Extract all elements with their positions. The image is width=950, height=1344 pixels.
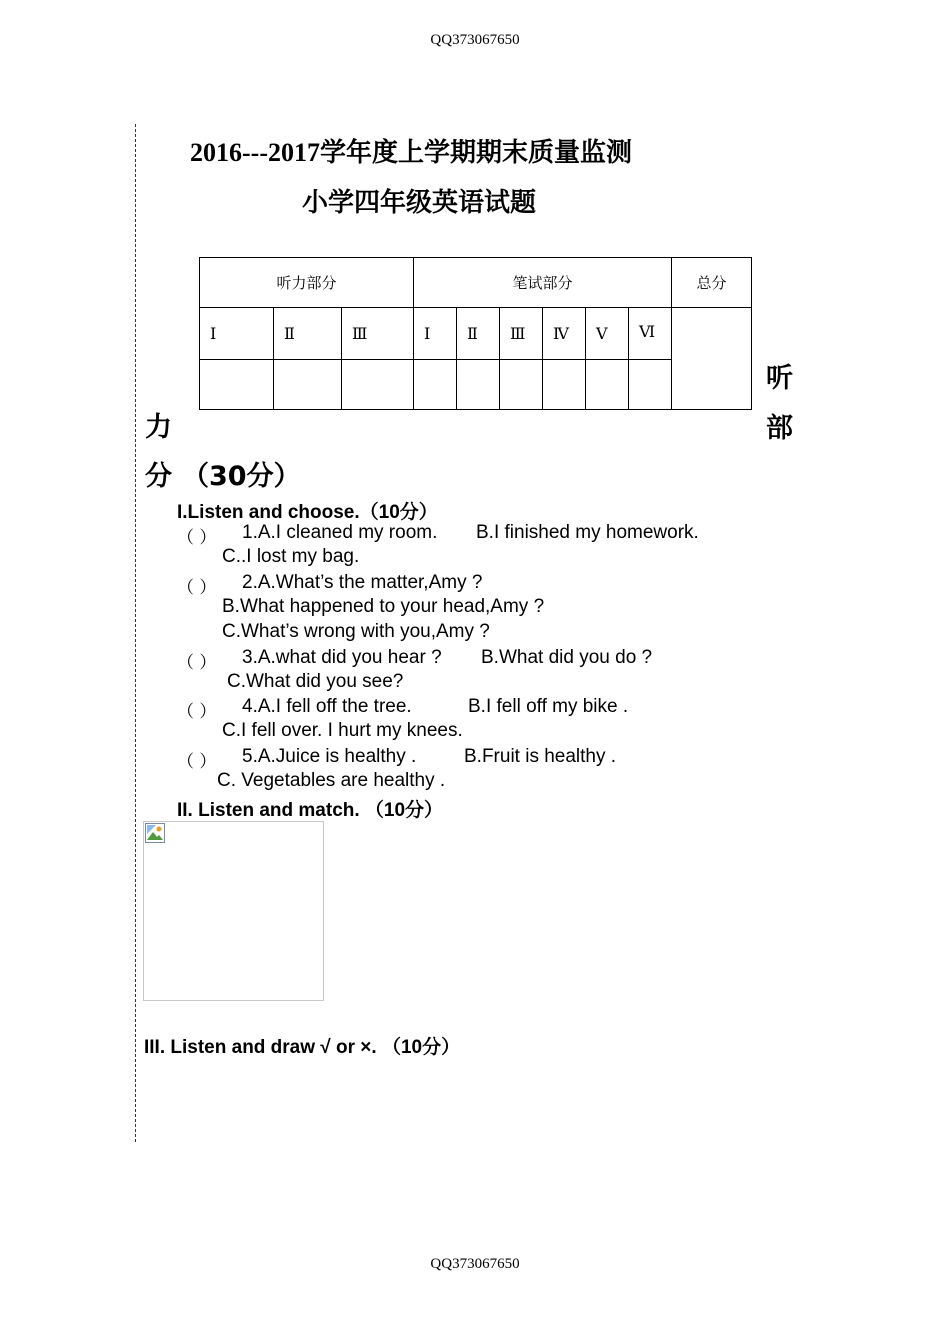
score-cell [629,360,672,410]
exam-subtitle: 小学四年级英语试题 [302,188,537,217]
q4-option-c: C.I fell over. I hurt my knees. [222,720,463,741]
score-cell [457,360,500,410]
page-footer: QQ373067650 [430,1256,520,1272]
q2-option-b: B.What happened to your head,Amy ? [222,596,545,617]
q3-option-a: 3.A.what did you hear ? [242,647,442,668]
q1-option-c: C..I lost my bag. [222,546,360,567]
exam-title: 2016---2017学年度上学期期末质量监测 [190,138,632,167]
score-table [199,257,752,410]
writing-col-1: Ⅰ [414,308,457,360]
answer-blank: （ ） [177,653,217,673]
q4-option-a: 4.A.I fell off the tree. [242,696,412,717]
listening-col-1: Ⅰ [200,308,274,360]
q1-option-a: 1.A.I cleaned my room. [242,522,438,543]
total-score-cell [672,308,752,410]
heading-char-fen: 分 [145,461,172,492]
listening-col-2: Ⅱ [274,308,342,360]
writing-col-6: Ⅵ [629,308,672,360]
section-1-title: I.Listen and choose.（10分） [177,502,438,523]
writing-col-5: Ⅴ [586,308,629,360]
header-total: 总分 [672,258,752,308]
header-listening: 听力部分 [200,258,414,308]
writing-col-4: Ⅳ [543,308,586,360]
heading-char-bu: 部 [766,413,793,444]
score-cell [342,360,414,410]
q2-option-a: 2.A.What’s the matter,Amy ? [242,572,483,593]
score-cell [500,360,543,410]
section-2-title: II. Listen and match. （10分） [177,800,444,821]
q2-option-c: C.What’s wrong with you,Amy ? [222,621,490,642]
answer-blank: （ ） [177,702,217,722]
header-writing: 笔试部分 [414,258,672,308]
q5-option-b: B.Fruit is healthy . [464,746,617,767]
q3-option-c: C.What did you see? [227,671,404,692]
answer-blank: （ ） [177,578,217,598]
page-header: QQ373067650 [430,32,520,48]
heading-char-ting: 听 [766,363,793,394]
score-cell [200,360,274,410]
answer-blank: （ ） [177,752,217,772]
score-cell [414,360,457,410]
broken-image-icon [145,823,165,843]
section-3-title: III. Listen and draw √ or ×. （10分） [144,1037,461,1058]
score-cell [274,360,342,410]
writing-col-2: Ⅱ [457,308,500,360]
heading-points: （30分） [182,461,301,492]
q3-option-b: B.What did you do ? [481,647,653,668]
q5-option-a: 5.A.Juice is healthy . [242,746,417,767]
heading-char-li: 力 [145,412,172,443]
q4-option-b: B.I fell off my bike . [468,696,629,717]
match-image-placeholder [143,821,324,1001]
answer-blank: （ ） [177,528,217,548]
binding-cut-line [135,124,136,1142]
q5-option-c: C. Vegetables are healthy . [217,770,446,791]
writing-col-3: Ⅲ [500,308,543,360]
score-cell [586,360,629,410]
q1-option-b: B.I finished my homework. [476,522,699,543]
listening-col-3: Ⅲ [342,308,414,360]
score-cell [543,360,586,410]
